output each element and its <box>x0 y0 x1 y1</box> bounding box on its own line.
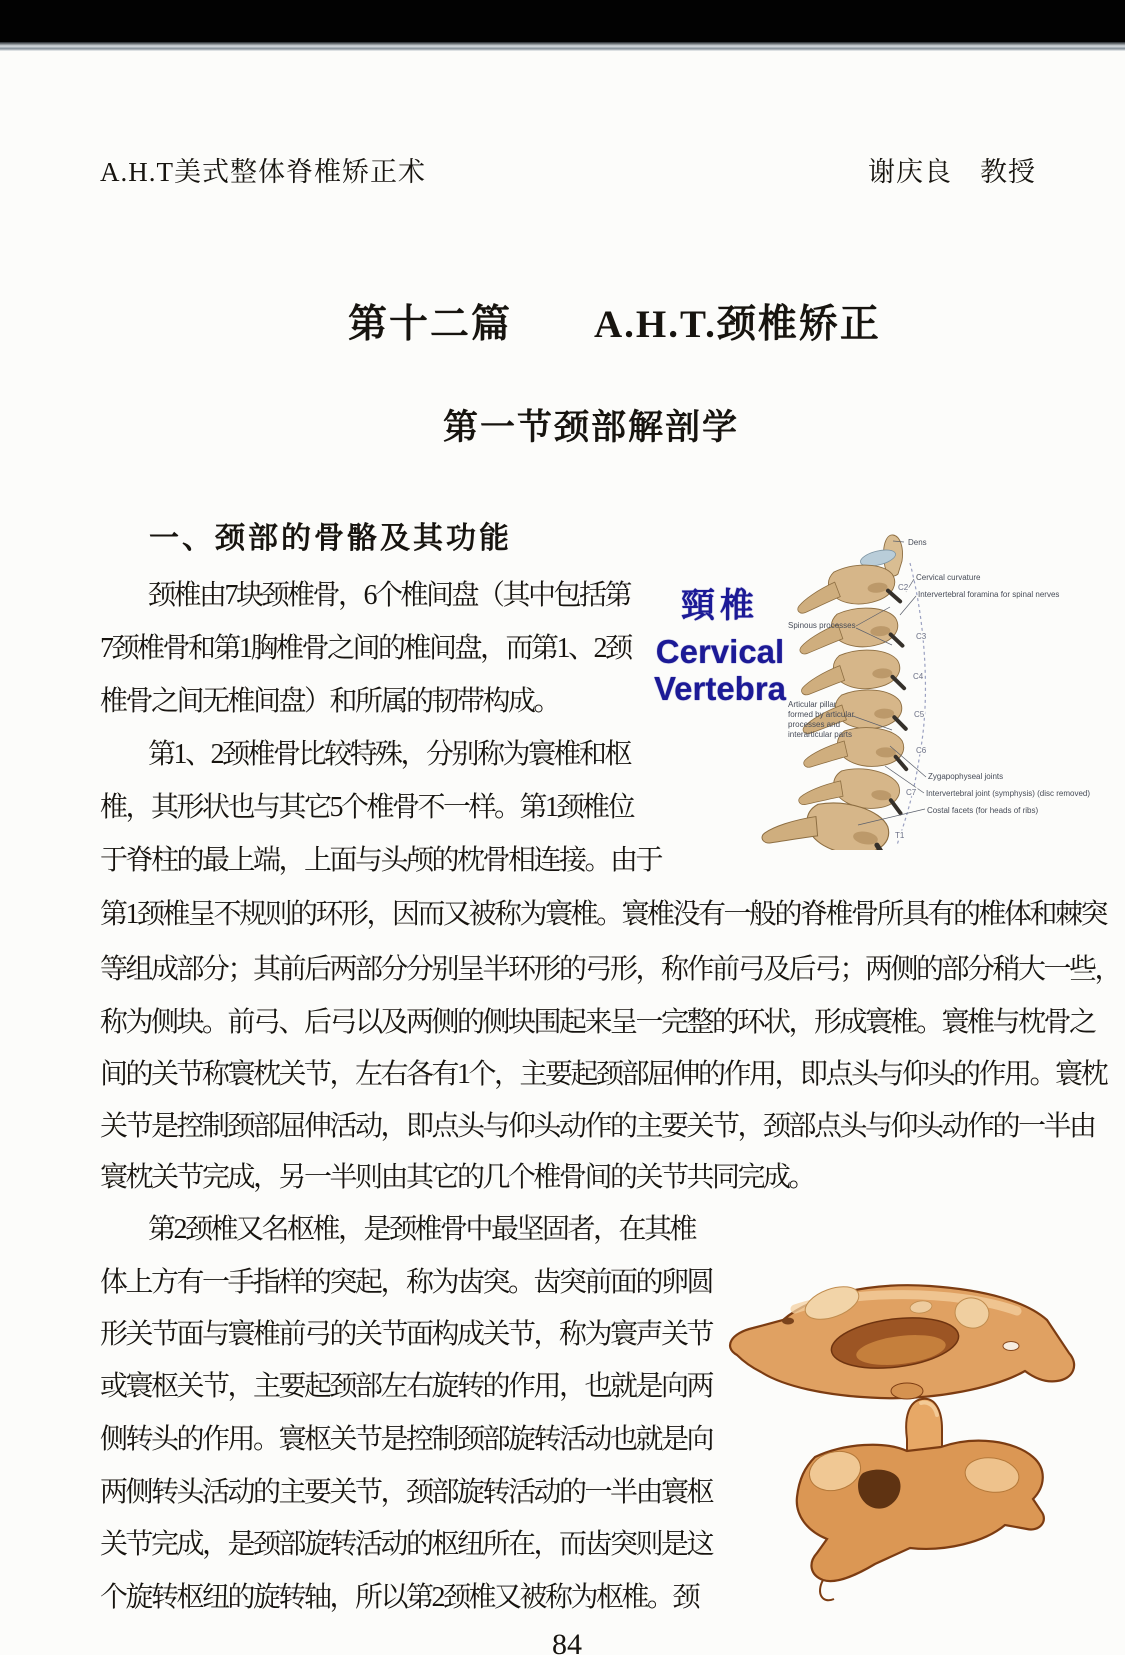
level-label: C4 <box>913 672 924 681</box>
annotation-dens: Dens <box>908 538 927 547</box>
body-line: 第2颈椎又名枢椎，是颈椎骨中最坚固者，在其椎 <box>148 1214 696 1245</box>
scan-top-band <box>0 0 1125 42</box>
body-line: 形关节面与寰椎前弓的关节面构成关节，称为寰声关节 <box>100 1319 713 1350</box>
level-label: T1 <box>895 831 905 840</box>
body-line: 关节是控制颈部屈伸活动，即点头与仰头动作的主要关节，颈部点头与仰头动作的一半由 <box>100 1111 1095 1142</box>
body-line: 或寰枢关节，主要起颈部左右旋转的作用，也就是向两 <box>100 1371 713 1402</box>
atlas-axis-illustration <box>695 1195 1125 1615</box>
annotation-intervertebral-joint: Intervertebral joint (symphysis) (disc removed) <box>926 789 1091 798</box>
body-line: 个旋转枢纽的旋转轴，所以第2颈椎又被称为枢椎。颈 <box>100 1582 699 1613</box>
annotation-intervertebral-foramina: Intervertebral foramina for spinal nerves <box>918 590 1060 599</box>
atlas-bone-shape <box>730 1280 1074 1399</box>
body-line: 椎，其形状也与其它5个椎骨不一样。第1颈椎位 <box>100 792 634 823</box>
body-line: 等组成部分；其前后两部分分别呈半环形的弓形，称作前弓及后弓；两侧的部分稍大一些， <box>100 954 1121 985</box>
level-label: C6 <box>916 746 927 755</box>
level-label: C3 <box>916 632 927 641</box>
body-line: 颈椎由7块颈椎骨，6个椎间盘（其中包括第 <box>148 580 631 611</box>
level-label: C2 <box>898 583 909 592</box>
body-line: 寰枕关节完成，另一半则由其它的几个椎骨间的关节共同完成。 <box>100 1162 815 1193</box>
body-line: 7颈椎骨和第1胸椎骨之间的椎间盘，而第1、2颈 <box>100 633 631 664</box>
figure-caption-en2: Vertebra <box>653 670 787 707</box>
figure-caption-en1: Cervical <box>655 633 785 670</box>
body-line: 间的关节称寰枕关节，左右各有1个，主要起颈部屈伸的作用，即点头与仰头的作用。寰枕 <box>100 1059 1107 1090</box>
page-number: 84 <box>552 1628 582 1655</box>
body-line: 侧转头的作用。寰枢关节是控制颈部旋转活动也就是向 <box>100 1424 713 1455</box>
header-left: A.H.T美式整体脊椎矫正术 <box>100 157 426 187</box>
body-line: 第1颈椎呈不规则的环形，因而又被称为寰椎。寰椎没有一般的脊椎骨所具有的椎体和棘突 <box>100 899 1107 930</box>
section-title: 第一节颈部解剖学 <box>443 408 740 447</box>
page-title: 第十二篇 A.H.T.颈椎矫正 <box>348 303 881 346</box>
axis-bone-shape <box>797 1399 1044 1600</box>
subsection-heading: 一、颈部的骨骼及其功能 <box>149 522 512 555</box>
annotation-cervical-curvature: Cervical curvature <box>916 573 981 582</box>
body-line: 第1、2颈椎骨比较特殊，分别称为寰椎和枢 <box>148 739 631 770</box>
body-line: 体上方有一手指样的突起，称为齿突。齿突前面的卵圆 <box>100 1267 713 1298</box>
figure-caption-zh: 頸椎 <box>681 587 759 625</box>
atlas-axis-figure <box>695 1195 1125 1615</box>
body-line: 称为侧块。前弓、后弓以及两侧的侧块围起来呈一完整的环状，形成寰椎。寰椎与枕骨之 <box>100 1007 1095 1038</box>
body-line: 两侧转头活动的主要关节，颈部旋转活动的一半由寰枢 <box>100 1477 713 1508</box>
annotation-spinous-processes: Spinous processes <box>788 621 856 630</box>
body-line: 关节完成，是颈部旋转活动的枢纽所在，而齿突则是这 <box>100 1529 713 1560</box>
header-right: 谢庆良 教授 <box>868 157 1036 187</box>
level-label: C7 <box>906 788 917 797</box>
annotation-costal-facets: Costal facets (for heads of ribs) <box>927 806 1039 815</box>
body-line: 于脊柱的最上端，上面与头颅的枕骨相连接。由于 <box>100 845 662 876</box>
annotation-zygapophyseal-joints: Zygapophyseal joints <box>928 772 1004 781</box>
annotation-articular-pillar: Articular pillar formed by articular processes and interarticular parts <box>788 700 855 739</box>
level-label: C5 <box>914 710 925 719</box>
scan-edge-line <box>0 42 1125 51</box>
body-line: 椎骨之间无椎间盘）和所属的韧带构成。 <box>100 686 560 717</box>
